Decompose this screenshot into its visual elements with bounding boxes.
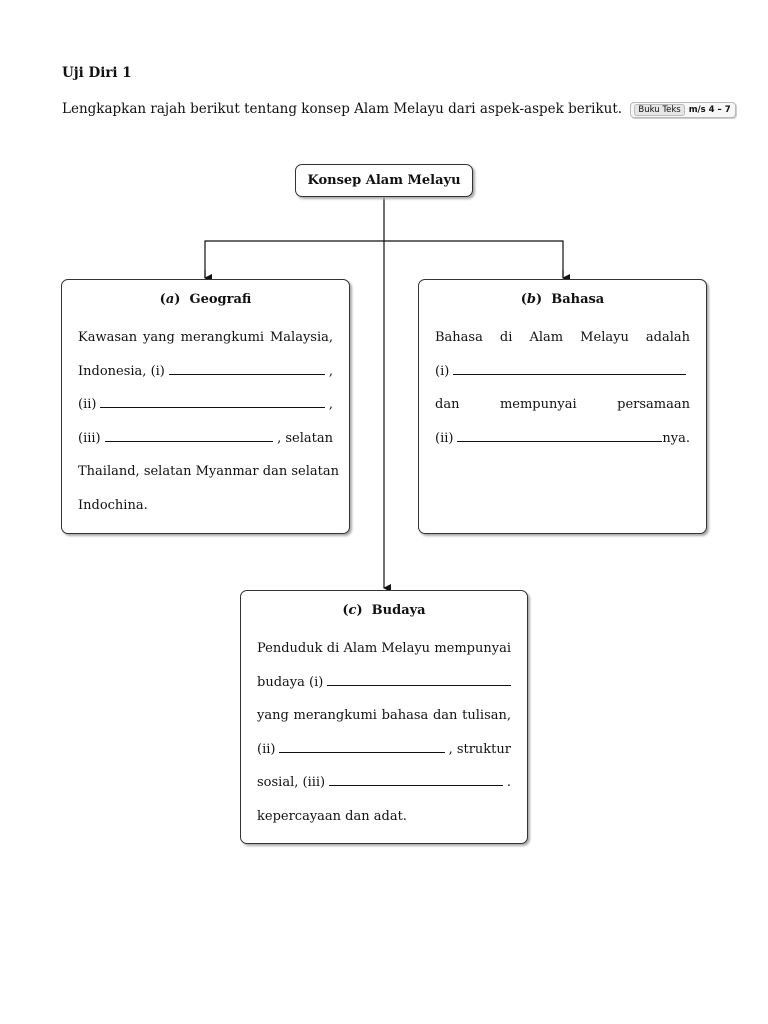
geografi-title: (a) Geografi <box>159 292 252 307</box>
geografi-line-2: Indonesia, (i) , <box>78 363 333 379</box>
budaya-line-2: budaya (i) <box>257 666 511 700</box>
bahasa-line-4: (ii) nya. <box>435 430 690 446</box>
answer-blank-budaya-ii[interactable] <box>279 751 444 753</box>
root-concept-box: Konsep Alam Melayu <box>295 164 473 197</box>
geografi-line-5: Thailand, selatan Myanmar dan selatan <box>78 464 339 479</box>
budaya-line-4: (ii) , struktur <box>257 741 511 757</box>
answer-blank-budaya-i[interactable] <box>327 684 511 686</box>
geografi-line-6: Indochina. <box>78 497 148 513</box>
answer-blank-budaya-iii[interactable] <box>329 784 503 786</box>
bahasa-line-3: dan mempunyai persamaan <box>435 397 690 412</box>
answer-blank-geografi-iii[interactable] <box>105 440 273 442</box>
bahasa-box <box>418 279 707 534</box>
answer-blank-geografi-ii[interactable] <box>100 406 324 408</box>
budaya-line-6: kepercayaan dan adat. <box>257 808 407 824</box>
answer-blank-bahasa-i[interactable] <box>453 373 686 375</box>
budaya-box <box>240 590 528 844</box>
exercise-heading: Uji Diri 1 <box>62 65 132 81</box>
budaya-line-3: yang merangkumi bahasa dan tulisan, <box>257 708 511 723</box>
answer-blank-geografi-i[interactable] <box>169 373 325 375</box>
budaya-title: (c) Budaya <box>342 603 426 618</box>
instruction-label: Lengkapkan rajah berikut tentang konsep Alam Melayu dari aspek-aspek berikut. <box>62 101 623 117</box>
budaya-line-1: Penduduk di Alam Melayu mempunyai <box>257 641 511 656</box>
textbook-label: Buku Teks <box>634 104 684 116</box>
bahasa-line-1: Bahasa di Alam Melayu adalah <box>435 330 690 345</box>
geografi-line-3: (ii) , <box>78 397 333 412</box>
geografi-line-1: Kawasan yang merangkumi Malaysia, <box>78 330 333 345</box>
bahasa-title: (b) Bahasa <box>520 292 605 307</box>
geografi-box <box>61 279 350 534</box>
page-range: m/s 4 – 7 <box>688 105 731 115</box>
budaya-line-5: sosial, (iii) . <box>257 775 511 790</box>
answer-blank-bahasa-ii[interactable] <box>457 440 662 442</box>
bahasa-line-2: (i) <box>435 355 690 389</box>
geografi-line-4: (iii) , selatan <box>78 430 333 446</box>
